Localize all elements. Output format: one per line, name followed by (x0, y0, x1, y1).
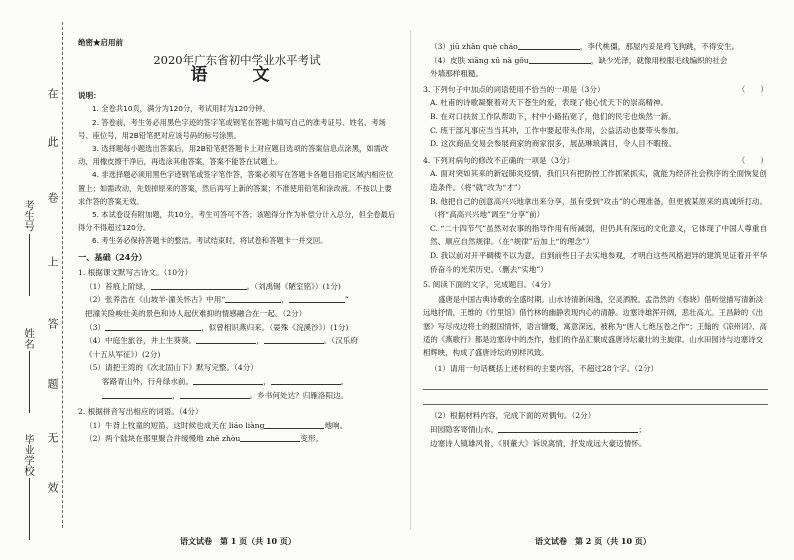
note-item: 3. 选择题每小题选出答案后，用2B铅笔把答题卡上对应题目选项的答案信息点涂黑，如需改动，用橡皮擦干净后，再选涂其他答案，答案不能答在试题上。 (78, 143, 389, 167)
answer-paren[interactable]: （ ） (737, 155, 768, 165)
binding-char: 效 (46, 482, 59, 493)
question-2-4: （4）皮肤 xiāng xū nà gǒu ，缺少光泽，就像用校服毛线编织的社会 (430, 55, 728, 65)
question-2-2: （2）两个陆块在那里聚合并缓慢地 zhě zhòu 变形。 (85, 434, 324, 444)
binding-char: 在 (46, 88, 59, 99)
answer-blank[interactable] (518, 40, 580, 50)
answer-blank[interactable] (102, 389, 172, 399)
binding-char: 题 (46, 378, 59, 389)
school-field (22, 434, 37, 540)
question-5-2-line1: 田园隐客寄情山水， ； (430, 424, 646, 434)
binding-char: 答 (46, 318, 59, 329)
question-5-1: （1）请用一句话概括上述材料的主要内容，不超过28个字。（2分） (430, 363, 659, 373)
note-item: 5. 本试卷设有附加题，共10分，考生可答可不答；该题得分作为补偿分计入总分，但全卷最后得分不得超过120分。 (78, 210, 396, 233)
option-a: A. 面对突如其来的新冠肺炎疫情，我们只有把防控工作抓紧抓实，就能为经济社会秩序的全面恢复创造条件。（将“就”改为“才”） (430, 169, 767, 192)
note-item: 2. 答卷前，考生务必用黑色字迹的签字笔或钢笔在答题卡填写自己的准考证号、姓名、考场号、座位号，用2B铅笔把对应该号码的标号涂黑。 (78, 117, 386, 140)
question-4: 4. 下列对病句的修改不正确的一项是（3分） （ ） (423, 154, 768, 168)
question-1: 1. 根据课文默写古诗文。（10分） (78, 268, 193, 278)
binding-char: 此 (46, 136, 59, 147)
question-1-4: （4）中庭生旅谷，井上生葵葵。 ， 。（汉乐府 (85, 336, 358, 346)
page-footer-1: 语文试卷 第 1 页（共 10 页） (180, 536, 296, 546)
exam-title: 2020年广东省初中学业水平考试 (153, 52, 321, 67)
answer-blank[interactable] (289, 293, 345, 303)
option-b: B. 他把自己的创意高兴兴地拿出来分享，虽有受到“攻击”的心理准备，但更被某原来的真诚所打动。（将“高高兴兴地”调至“分享”前） (430, 196, 768, 220)
answer-blank[interactable] (271, 375, 341, 385)
binding-margin (0, 0, 74, 560)
question-2-3: （3）jiū zhān què cháo ，李代桃僵，那屋内妥是鸡飞狗跳，不得安生。 (430, 42, 740, 51)
answer-blank[interactable] (498, 423, 638, 433)
name-label: 姓名 (23, 328, 35, 349)
question-5-2-line2: 边塞诗人镇雄风骨，《别董大》诉说离情，抒发成远大豪迈情怀。 (430, 438, 647, 448)
option-b: B. 在对口扶贫工作队帮助下，村中小路拓宽了，他们的民宅也焕然一新。 (430, 111, 676, 121)
question-3: 3. 下列句子中加点的词语使用不恰当的一项是（3分） （ ） (423, 83, 768, 97)
binding-char: 上 (46, 256, 59, 267)
reading-passage: 盛唐是中国古典诗歌的全盛时期。山水诗清新闲逸，空灵洒脱。孟浩然的《春晓》借听觉描写清新淡远地抒情，王维的《竹里馆》借竹林的幽静表现内心的清静。边塞诗雄浑开阔，悲壮高亢。王昌龄的《出塞》写尽戍边将士的报国情怀，语言慷慨，寓意深远，被称为“唐人七绝压卷之作”；王翰的《凉州词》、高适的《燕歌行》都是边塞诗中的杰作，他们的作品汇聚成盛唐诗坛豪壮的主旋律。山水田园诗与边塞诗交相辉映，构成了盛唐诗坛的别样风致。 (423, 294, 767, 358)
answer-line[interactable] (423, 394, 768, 405)
cut-line (62, 22, 63, 528)
answer-lines[interactable] (423, 379, 768, 405)
answer-blank[interactable] (193, 375, 263, 385)
question-1-2: （2）张养浩在《山坡羊·潼关怀古》中用“ ， ” (85, 295, 349, 305)
answer-blank[interactable] (225, 293, 281, 303)
option-a: A. 杜甫的诗歌凝聚着对天下苍生的爱，表现了他心忧天下的崇高精神。 (430, 98, 669, 108)
answer-blank[interactable] (264, 419, 324, 429)
question-2-4-cont: 外墙那样粗糙。 (430, 69, 484, 79)
question-5-2: （2）根据材料内容，完成下面的对偶句。（2分） (430, 411, 596, 421)
school-label: 毕业学校 (23, 434, 35, 476)
answer-line[interactable] (423, 379, 768, 390)
question-1-5-line2: ， 。乡书何处达？归雁洛阳边。 (78, 389, 396, 403)
page-2 (423, 40, 768, 450)
option-c: C. “二十四节气”虽然对农事的指导作用有所减弱，但仍具有深远的文化意义，它体现了中国人尊重自然、顺应自然规律。（在“规律”后加上“的理念”） (430, 223, 768, 247)
option-d: D. 这次商品交易会参展商家的商家很多，展品琳琅满目，令人目不暇接。 (430, 139, 677, 149)
answer-blank[interactable] (105, 321, 201, 331)
question-5: 5. 阅读下面的文字，完成题目。（4分） (423, 280, 556, 290)
answer-blank[interactable] (180, 389, 250, 399)
answer-paren[interactable]: （ ） (737, 84, 768, 94)
answer-blank[interactable] (151, 280, 247, 290)
note-item: 6. 考生务必保持答题卡的整洁。考试结束时，将试卷和答题卡一并交回。 (92, 236, 328, 246)
question-1-4-cont: 《十五从军征》）(2分) (85, 349, 161, 359)
question-1-2-cont: 把潼关险峻壮美的景色和诗人起伏难抑的情感融合在一起。（2分） (85, 308, 307, 318)
binding-char: 无 (46, 432, 59, 443)
name-field (22, 328, 37, 413)
subject-title: 语 文 (190, 65, 284, 86)
section-heading: 一、基础（24分） (78, 251, 147, 262)
question-1-5-line1: 客路青山外，行舟绿水前。 ， 。 (102, 376, 349, 386)
question-1-3: （3） ，似曾相识燕归来。（晏殊《浣溪沙》）(1分) (85, 322, 349, 332)
note-item: 4. 非选择题必须用黑色字迹钢笔或签字笔作答，答案必须写在答题卡各题目指定区域内相应位置上；如需改动，先划掉原来的答案，然后再写上新的答案；不准使用铅笔和涂改液。不按以上要求作答的答案无效。 (78, 170, 394, 206)
question-2: 2. 根据拼音写出相应的词语。（4分） (78, 407, 203, 417)
page-divider (410, 30, 411, 530)
binding-char: 卷 (46, 192, 59, 203)
option-d: D. 我以前对开平碉楼不以为意，自到前些日子去实地参观，才明白这些风格迥异的建筑见证着开平华侨奋斗的光荣历史。（删去“实地”） (430, 250, 768, 274)
candidate-number-field (22, 200, 37, 296)
answer-blank[interactable] (529, 54, 591, 64)
option-c: C. 班干部凡事应当当其冲，工作中要起带头作用，公益活动也要带头参加。 (430, 125, 684, 135)
question-1-1: （1）苔痕上阶绿， 。（刘禹锡《陋室铭》）(1分) (85, 281, 341, 291)
page-footer-2: 语文试卷 第 2 页（共 10 页） (535, 536, 651, 546)
answer-blank[interactable] (196, 334, 256, 344)
answer-blank[interactable] (240, 432, 300, 442)
candidate-number-label: 考生号 (23, 200, 35, 232)
note-item: 1. 全卷共10页，满分为120分，考试用时为120分钟。 (92, 104, 270, 114)
notes-label: 说明： (78, 90, 101, 100)
secret-mark: 绝密★启用前 (78, 38, 123, 47)
question-2-1: （1）牛背上牧童的短笛，这时候也成天在 liáo liàng 地响。 (85, 420, 348, 430)
question-1-5: （5）请把王湾的《次北固山下》默写完整。（4分） (85, 363, 258, 373)
page-1 (78, 36, 396, 446)
answer-blank[interactable] (264, 334, 324, 344)
